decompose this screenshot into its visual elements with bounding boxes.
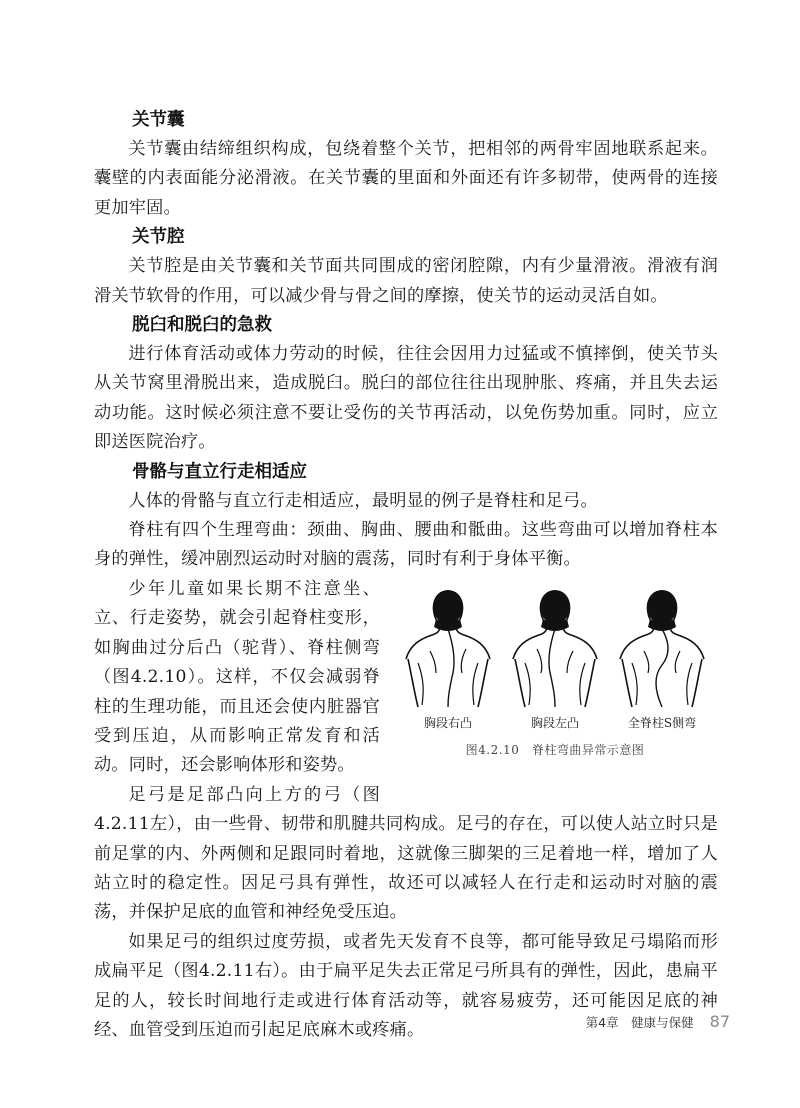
figure-item-left-convex <box>503 585 607 731</box>
section-heading-joint-cavity: 关节腔 <box>132 227 185 248</box>
paragraph-foot-arch: 足弓是足部凸向上方的弓（图4.2.11左），由一些骨、韧带和肌腱共同构成。足弓的存在，可以使人站立时只是前足掌的内、外两侧和足跟同时着地，这就像三脚架的三足着地一样，增加了人站立时的稳定性。因足弓具有弹性，故还可以减轻人在行走和运动时对脑的震荡，并保护足底的血管和神经免受压迫。 <box>94 784 718 923</box>
figure-label-left-convex: 胸段左凸 <box>530 715 579 730</box>
figure-item-s-curve <box>610 585 714 731</box>
figure-caption: 图4.2.10 脊柱弯曲异常示意图 <box>465 742 645 757</box>
torso-spine-curve-left-icon <box>507 585 603 709</box>
paragraph-dislocation: 进行体育活动或体力劳动的时候，往往会因用力过猛或不慎摔倒，使关节头从关节窝里滑脱出来，造成脱臼。脱臼的部位往往出现肿胀、疼痛，并且失去运动功能。这时候必须注意不要让受伤的关节再活动，以免伤势加重。同时，应立即送医院治疗。 <box>94 344 718 453</box>
section-heading-joint-capsule: 关节囊 <box>132 110 185 130</box>
paragraph-joint-cavity: 关节腔是由关节囊和关节面共同围成的密闭腔隙，内有少量滑液。滑液有润滑关节软骨的作用，可以减少骨与骨之间的摩擦，使关节的运动灵活自如。 <box>94 256 718 306</box>
paragraph-spine-deformity: 少年儿童如果长期不注意坐、立、行走姿势，就会引起脊柱变形，如胸曲过分后凸（驼背）、脊柱侧弯（图4.2.10）。这样，不仅会减弱脊柱的生理功能，而且还会使内脏器官受到压迫，从而影响正常发育和活动。同时，还会影响体形和姿势。 <box>94 578 380 776</box>
paragraph-spine-curves: 脊柱有四个生理弯曲：颈曲、胸曲、腰曲和骶曲。这些弯曲可以增加脊柱本身的弹性，缓冲剧烈运动时对脑的震荡，同时有利于身体平衡。 <box>94 520 718 570</box>
section-heading-dislocation: 脱臼和脱臼的急救 <box>132 315 272 336</box>
page-content <box>94 106 718 1045</box>
paragraph-spine-and-arch-intro: 人体的骨骼与直立行走相适应，最明显的例子是脊柱和足弓。 <box>128 490 598 511</box>
paragraph-flat-foot: 如果足弓的组织过度劳损，或者先天发育不良等，都可能导致足弓塌陷而形成扁平足（图4.2.11右）。由于扁平足失去正常足弓所具有的弹性，因此，患扁平足的人，较长时间地行走或进行体育活动等，就容易疲劳，还可能因足底的神经、血管受到压迫而引起足底麻木或疼痛。 <box>94 931 718 1040</box>
section-heading-skeleton-upright: 骨骼与直立行走相适应 <box>132 461 307 482</box>
paragraph-joint-capsule: 关节囊由结缔组织构成，包绕着整个关节，把相邻的两骨牢固地联系起来。囊壁的内表面能分泌滑液。在关节囊的里面和外面还有许多韧带，使两骨的连接更加牢固。 <box>94 139 718 218</box>
chapter-title: 第4章 健康与保健 <box>585 1015 694 1030</box>
figure-spine-curvature <box>392 585 718 785</box>
torso-spine-curve-right-icon <box>400 585 496 709</box>
page-footer <box>586 1012 730 1031</box>
figure-label-s-curve: 全脊柱S侧弯 <box>627 715 697 730</box>
torso-spine-s-curve-icon <box>614 585 710 709</box>
figure-item-right-convex <box>396 585 500 731</box>
figure-label-right-convex: 胸段右凸 <box>423 715 472 730</box>
page-number: 87 <box>709 1012 730 1031</box>
